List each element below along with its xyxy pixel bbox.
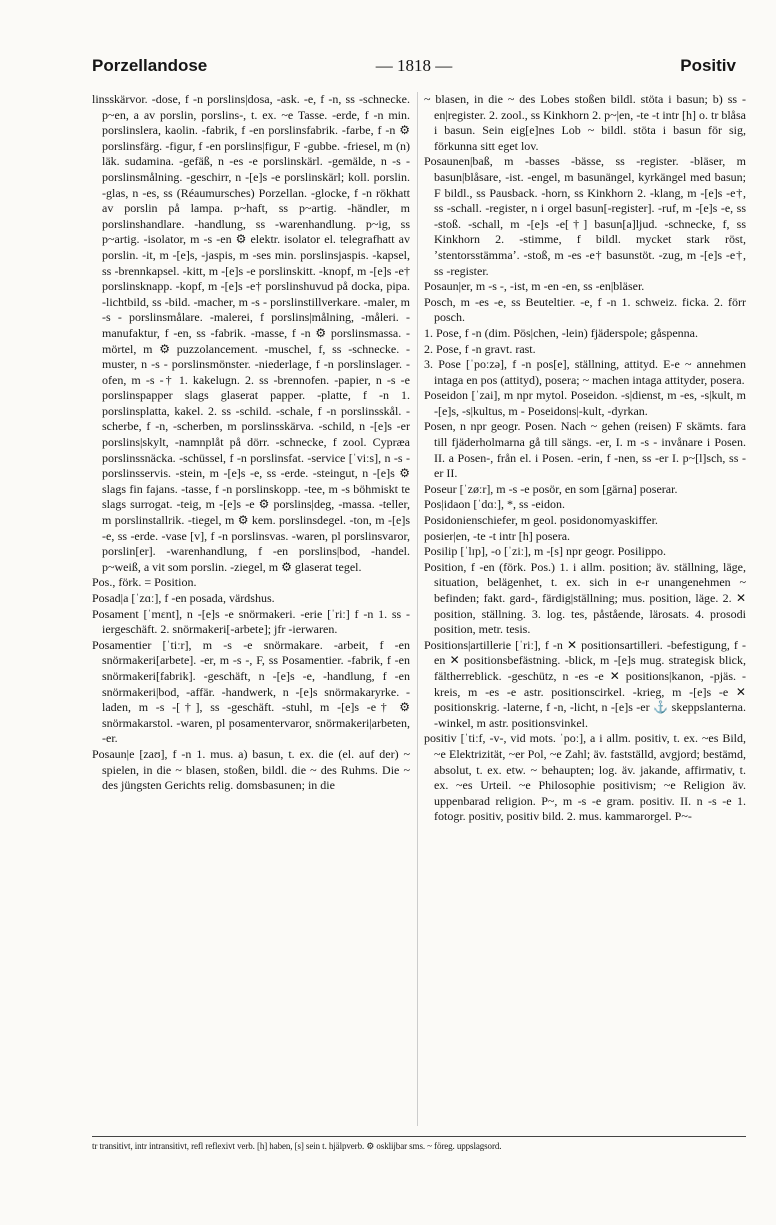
- dictionary-entry: Poseur [ˈzøːr], m -s -e posör, en som [gärna] poserar.: [424, 481, 678, 496]
- left-column: [92, 92, 410, 1126]
- dictionary-entry: Posaun|e [zaʊ], f -n 1. mus. a) basun, t. ex. die (el. auf der) ~ spielen, in die ~ blasen, stoßen, bildl. die ~ des Ruhms. Die ~ des jüngsten Gerichts relig. domsbasunen; in die: [92, 746, 410, 793]
- dictionary-entry: Posch, m -es -e, ss Beuteltier. -e, f -n 1. schweiz. ficka. 2. förr posch.: [424, 294, 746, 325]
- dictionary-entry: ~ blasen, in die ~ des Lobes stoßen bildl. stöta i basun; b) ss -en|register. 2. zool., ss Kinkhorn 2. p~|en, -te -t intr [h] o. tr blåsa i basun. Sein eig[e]nes Lob ~ bildl. stöta i basun för sig, förkunna sitt eget lov.: [424, 92, 746, 153]
- dictionary-entry: Posament [ˈmɛnt], n -[e]s -e snörmakeri. -erie [ˈriː] f -n 1. ss -iergeschäft. 2. snörmakeri[-arbete]; jfr -ierwaren.: [92, 606, 410, 637]
- dictionary-entry: Posilip [ˈlɪp], -o [ˈziː], m -[s] npr geogr. Posilippo.: [424, 544, 666, 559]
- dictionary-entry: Poseidon [ˈzai], m npr mytol. Poseidon. -s|dienst, m -es, -s|kult, m -[e]s, -s|kultus, m - Poseidons|-kult, -dyrkan.: [424, 388, 746, 418]
- dictionary-entry: posier|en, -te -t intr [h] posera.: [424, 528, 571, 543]
- dictionary-entry: Positions|artillerie [ˈriː], f -n ✕ positionsartilleri. -befestigung, f -en ✕ positionsbefästning. -blick, m -[e]s mug. strategisk blick, fältherreblick. -geschütz, n -es -e ✕ positions|kanon, -pjäs. -kreis, m -es -e astr. positionscirkel. -krieg, m -[e]s -e ✕ positionskrig. -laterne, f -n, -licht, n -[e]s -er ⚓ skeppslanterna. -winkel, m astr. positionsvinkel.: [424, 637, 746, 730]
- header-first-headword: Porzellandose: [92, 56, 208, 75]
- header-last-headword: Positiv: [680, 56, 736, 75]
- column-divider: [417, 92, 418, 1126]
- dictionary-entry: positiv [ˈtiːf, -v-, vid mots. ˈpoː], a i allm. positiv, t. ex. ~es Bild, ~e Elektrizität, ~er Pol, ~e Zahl; äv. fastställd, avgjord; bestämd, absolut, t. ex. etw. ~ behaupten; log. äv. jakande, affirmativ, t. ex. ~es Urteil. ~e Philosophie positivism; ~e Religion äv. uppenbarad religion. P~, m -s -e gram. positiv. II. n -s -e 1. fotogr. positiv, positiv bild. 2. mus. kammarorgel. P~-: [424, 731, 746, 824]
- dictionary-entry: Posad|a [ˈzɑː], f -en posada, värdshus.: [92, 591, 275, 605]
- dictionary-entry: Posaun|er, m -s -, -ist, m -en -en, ss -en|bläser.: [424, 279, 645, 294]
- dictionary-entry: Posen, n npr geogr. Posen. Nach ~ gehen (reisen) F skämts. fara till fjäderholmarna gå till sängs. -er, I. m -s - invånare i Posen. II. a Posen-, från el. i Posen. -erin, f -nen, ss -er I. p~[l]sch, ss -er II.: [424, 419, 746, 481]
- dictionary-entry: Position, f -en (förk. Pos.) 1. i allm. position; äv. ställning, läge, situation, belägenhet, t. ex. sich in e-r unangenehmen ~ befinden; fakt. gard-, färdig|ställning; mus. position, läge. 2. ✕ position, ställning. 3. log. tes, påstående, lärosats. 4. prosodi position, metr. tesis.: [424, 559, 746, 637]
- dictionary-entry: 1. Pose, f -n (dim. Pös|chen, -lein) fjäderspole; gåspenna.: [424, 325, 699, 340]
- dictionary-entry: 3. Pose [ˈpoːzə], f -n pos[e], ställning, attityd. E-e ~ annehmen intaga en pos (attityd), posera; ~ machen intaga attityder, posera.: [424, 357, 746, 387]
- right-column: [424, 92, 746, 1126]
- page-header: [92, 56, 736, 82]
- page-number: — 1818 —: [375, 56, 453, 75]
- dictionary-entry: Pos|idaon [ˈdɑː], *, ss -eidon.: [424, 497, 565, 512]
- dictionary-entry: Pos., förk. = Position.: [92, 575, 197, 590]
- abbreviation-legend: tr transitivt, intr intransitivt, refl reflexivt verb. [h] haben, [s] sein t. hjälpverb. ⚙ osklijbar sms. ~ föreg. uppslagsord.: [92, 1141, 502, 1151]
- dictionary-entry: Posaunen|baß, m -basses -bässe, ss -register. -bläser, m basun|blåsare, -ist. -engel, m basunängel, kyrkängel med basun; F bildl., ss Pausback. -horn, ss Kinkhorn 2. -klang, m -[e]s -e†, ss -schall. -register, n i orgel basun[-register]. -ruf, m -[e]s -e, ss -stoß. -schall, m -[e]s -e[†] basun[a]ljud. -schnecke, f, ss Kinkhorn 2. -stimme, f bildl. mycket stark röst, ʼstentorsstämmaʼ. -stoß, m -es -e† basunstöt. -zug, m -[e]s -e†, ss -register.: [424, 154, 746, 278]
- footer-divider: [92, 1136, 746, 1137]
- dictionary-entry: 2. Pose, f -n gravt. rast.: [424, 341, 536, 356]
- dictionary-entry: Posamentier [ˈtiːr], m -s -e snörmakare. -arbeit, f -en snörmakeri[arbete]. -er, m -s -, F, ss Posamentier. -fabrik, f -en snörmakeri[fabrik]. -geschäft, n -[e]s -e, -handlung, f -en snörmakeri|bod, -affär. -handwerk, n -[e]s snörmakaryrke. -laden, m -s -[†], ss -geschäft. -stuhl, m -[e]s -e† ⚙ snörmakarstol. -waren, pl posamentervaror, snörmakeri|arbeten, -er.: [92, 637, 410, 746]
- dictionary-entry: linsskärvor. -dose, f -n porslins|dosa, -ask. -e, f -n, ss -schnecke. p~en, a av porslin, porslins-, t. ex. ~e Tasse. -erde, f -n min. porslinslera, kaolin. -fabrik, f -en porslinsfabrik. -farbe, f -n ⚙ porslinsfärg. -figur, f -en porslins|figur, F -gubbe. -friesel, m (n) läk. sudamina. -gefäß, n -es -e porslinskärl. -gemälde, n -s - porslinsmålning. -geschirr, n -[e]s -e porslinskärl; koll. porslin. -glas, n -es, ss (Réaumursches) Porzellan. -glocke, f -n rökhatt av porslin på lampa. p~haft, ss p~artig. -händler, m porslinshandlare. -handlung, ss -warenhandlung. p~ig, ss p~artig. -isolator, m -s -en ⚙ elektr. isolator el. telegrafhatt av porslin. -it, m -[e]s, -jaspis, m -ses min. porslinsjaspis. -kapsel, ss -brennkapsel. -kitt, m -[e]s -e porslinskitt. -knopf, m -[e]s -e† porslinsknapp. -kopf, m -[e]s -e† porslinshuvud på dockа, pipa. -lichtbild, ss -bild. -macher, m -s - porslinstillverkare. -maler, m -s - porslinsmålare. -malerei, f porslins|målning, -måleri. -manufaktur, f -en, ss -fabrik. -masse, f -n ⚙ porslinsmassa. -mörtel, m ⚙ puzzolancement. -muschel, f, ss -schnecke. -muster, n -s - porslinsmönster. -niederlage, f -n porslinslager. -ofen, m -s -† 1. kakelugn. 2. ss -brennofen. -papier, n -s -e porslinspapper slags glaserat papper. -platte, f -n 1. porslinsplatta, kakel. 2. ss -schild. -schale, f -n porslinsskål. -scherbe, f -n, -scherben, m porslinsskärva. -schild, n -[e]s -er porslins|skylt, -namnplåt på dörr. -schnecke, f zool. Cypræa porslinssnäcka. -schüssel, f -n porslinsfat. -service [ˈviːs], n -s - porslinsservis. -stein, m -[e]s -e, ss -erde. -steingut, n -[e]s ⚙ slags fin fajans. -tasse, f -n porslinskopp. -tee, m -s böhmiskt te slags surrogat. -teig, m -[e]s -e ⚙ porslins|deg, -massa. -teller, m porslinstallrik. -tiegel, m ⚙ kem. porslinsdegel. -ton, m -[e]s -e, ss -erde. -vase [v], f -n porslinsvas. -waren, pl porslinsvaror, porslin[er]. -warenhandlung, f -en porslins|bod, -handel. p~weiß, a vit som porslin. -ziegel, m ⚙ glaserat tegel.: [92, 92, 410, 574]
- dictionary-entry: Posidonienschiefer, m geol. posidonomyaskiffer.: [424, 513, 658, 528]
